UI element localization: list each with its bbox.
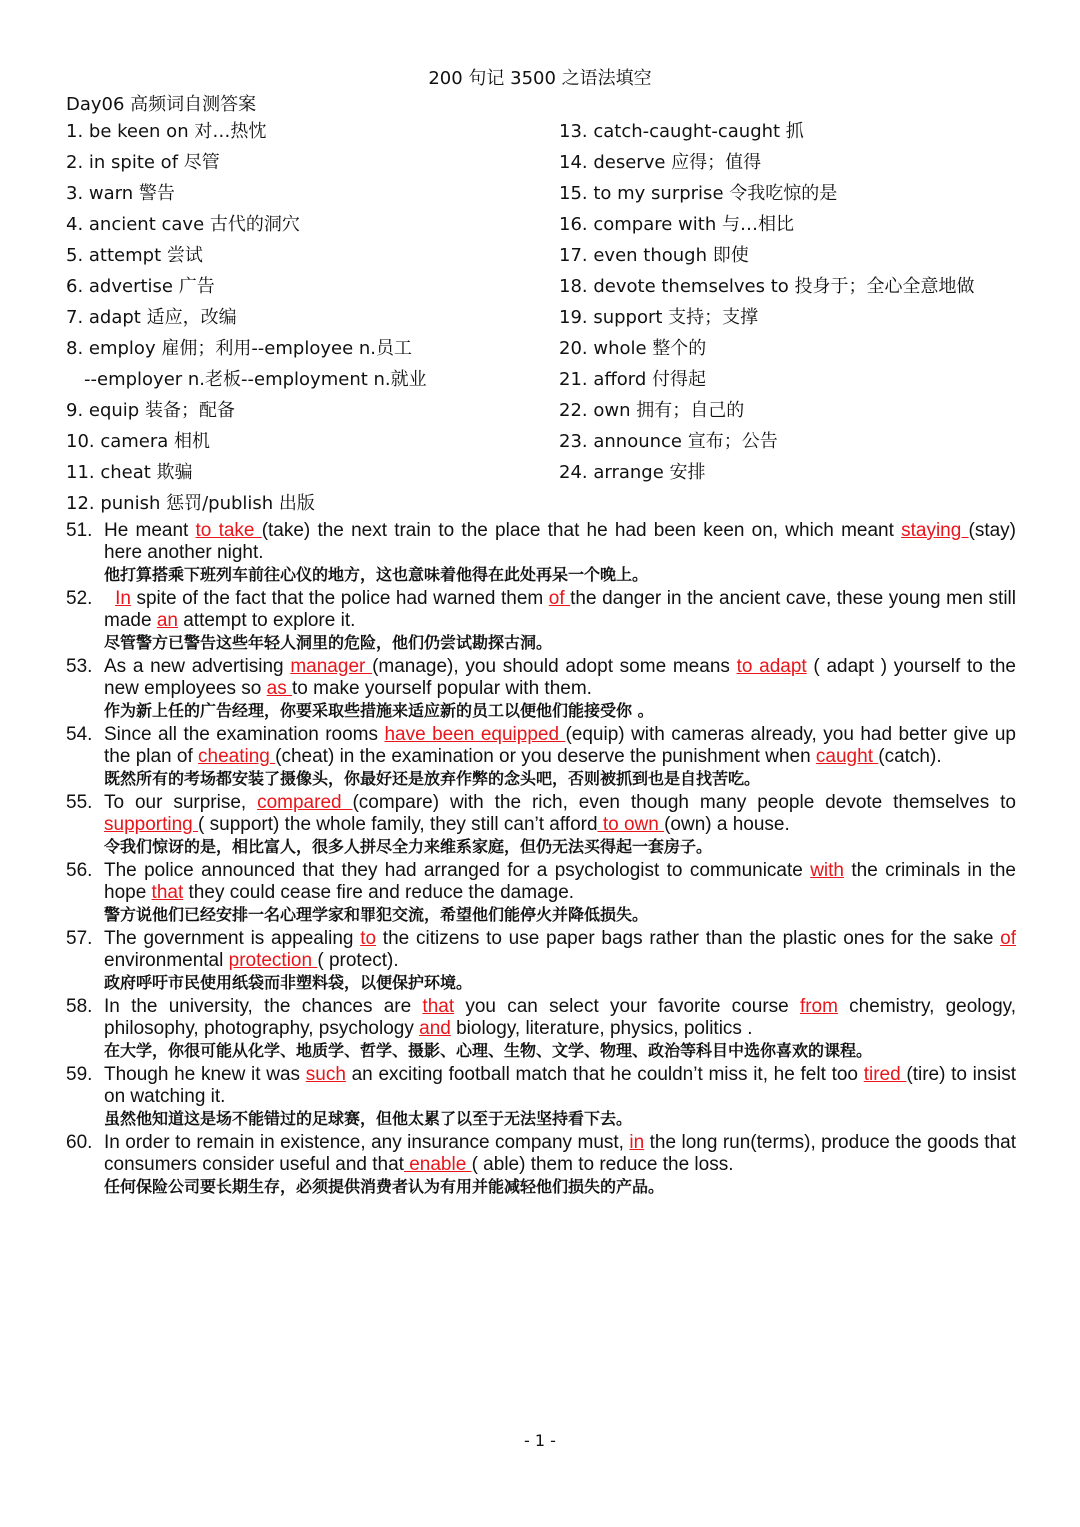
exercise-number: 51.: [66, 520, 93, 541]
vocab-item: 1. be keen on 对…热忱: [66, 121, 267, 142]
sentence-text: (equip) with cameras already, you had better give up the plan of: [104, 724, 1022, 767]
vocab-item: 9. equip 装备；配备: [66, 400, 235, 421]
vocab-item: 24. arrange 安排: [559, 462, 706, 483]
exercise-sentence: [104, 724, 1022, 768]
exercise-number: 57.: [66, 928, 93, 949]
vocab-item: 8. employ 雇佣；利用--employee n.员工: [66, 338, 413, 359]
vocab-item: 23. announce 宣布；公告: [559, 431, 778, 452]
sentence-text: In order to remain in existence, any insurance company must,: [104, 1132, 630, 1153]
answer-blank: cheating: [198, 746, 276, 767]
answer-blank: such: [305, 1064, 346, 1085]
answer-blank: to: [360, 928, 377, 949]
answer-blank: from: [799, 996, 838, 1017]
sentence-text: the long run(terms), produce the goods that consumers consider useful and that: [104, 1132, 1022, 1175]
answer-blank: as: [266, 678, 293, 699]
answer-blank: of: [548, 588, 571, 609]
sentence-text: ( support) the whole family, they still can’t afford: [198, 814, 598, 835]
exercise-item: [66, 1064, 1022, 1130]
sentence-text: biology, literature, physics, politics .: [450, 1018, 753, 1039]
vocab-item: 14. deserve 应得；值得: [559, 152, 762, 173]
answer-blank: tired: [863, 1064, 907, 1085]
chinese-translation: 尽管警方已警告这些年轻人洞里的危险，他们仍尝试勘探古洞。: [104, 633, 553, 652]
sentence-text: the danger in the ancient cave, these young men still made: [104, 588, 1022, 631]
answer-blank: enable: [403, 1154, 472, 1175]
chinese-translation: 令我们惊讶的是，相比富人，很多人拼尽全力来维系家庭，但仍无法买得起一套房子。: [104, 837, 713, 856]
sentence-text: to make yourself popular with them.: [292, 678, 592, 699]
vocab-item: 13. catch-caught-caught 抓: [559, 121, 804, 142]
exercise-number: 56.: [66, 860, 93, 881]
vocab-item: 22. own 拥有；自己的: [559, 400, 745, 421]
exercise-sentence: [104, 520, 1022, 564]
vocab-item: 3. warn 警告: [66, 183, 175, 204]
vocab-item: 7. adapt 适应，改编: [66, 307, 237, 328]
sentence-text: (catch).: [878, 746, 942, 767]
sentence-text: He meant: [104, 520, 196, 541]
vocab-item: 20. whole 整个的: [559, 338, 707, 359]
vocab-item: 2. in spite of 尽管: [66, 152, 220, 173]
sentence-text: (own) a house.: [664, 814, 790, 835]
exercise-sentence: [104, 928, 1022, 972]
exercise-sentence: [104, 996, 1022, 1040]
exercise-number: 59.: [66, 1064, 93, 1085]
sentence-text: The government is appealing: [104, 928, 361, 949]
sentence-text: an exciting football match that he couldn’t miss it, he felt too: [345, 1064, 864, 1085]
answer-blank: with: [810, 860, 844, 881]
sentence-text: [104, 588, 115, 609]
chinese-translation: 他打算搭乘下班列车前往心仪的地方，这也意味着他得在此处再呆一个晚上。: [104, 565, 649, 584]
exercise-sentence: [104, 656, 1022, 700]
vocab-item: 15. to my surprise 令我吃惊的是: [559, 183, 838, 204]
exercise-sentence: [104, 792, 1022, 836]
answer-blank: in: [629, 1132, 645, 1153]
exercise-list: [66, 520, 1022, 1200]
answer-blank: compared: [257, 792, 353, 813]
sentence-text: ( protect).: [317, 950, 399, 971]
page-title: 200 句记 3500 之语法填空: [428, 68, 652, 89]
sentence-text: spite of the fact that the police had warned them: [130, 588, 549, 609]
vocab-item: 4. ancient cave 古代的洞穴: [66, 214, 300, 235]
exercise-item: [66, 520, 1022, 586]
answer-blank: manager: [290, 656, 373, 677]
sentence-text: (take) the next train to the place that he had been keen on, which meant: [261, 520, 902, 541]
chinese-translation: 政府呼吁市民使用纸袋而非塑料袋，以便保护环境。: [104, 973, 473, 992]
sentence-text: (stay) here another night.: [104, 520, 1022, 563]
chinese-translation: 任何保险公司要长期生存，必须提供消费者认为有用并能减轻他们损失的产品。: [104, 1177, 665, 1196]
exercise-item: [66, 928, 1022, 994]
sentence-text: (tire) to insist on watching it.: [104, 1064, 1022, 1107]
answer-blank: to take: [195, 520, 262, 541]
sentence-text: To our surprise,: [104, 792, 258, 813]
answer-blank: protection: [228, 950, 318, 971]
exercise-sentence: [104, 1132, 1022, 1176]
answer-blank: In: [115, 588, 131, 609]
answer-blank: of: [1000, 928, 1016, 949]
exercise-sentence: [104, 1064, 1022, 1108]
sentence-text: The police announced that they had arranged for a psychologist to communicate: [104, 860, 811, 881]
vocab-item: --employer n.老板--employment n.就业: [84, 369, 427, 390]
exercise-number: 54.: [66, 724, 93, 745]
answer-blank: caught: [815, 746, 879, 767]
chinese-translation: 既然所有的考场都安装了摄像头，你最好还是放弃作弊的念头吧，否则被抓到也是自找苦吃。: [104, 769, 761, 788]
sentence-text: they could cease fire and reduce the damage.: [183, 882, 575, 903]
sentence-text: Though he knew it was: [104, 1064, 306, 1085]
sentence-text: ( able) them to reduce the loss.: [471, 1154, 734, 1175]
exercise-item: [66, 724, 1022, 790]
exercise-item: [66, 996, 1022, 1062]
vocab-item: 17. even though 即使: [559, 245, 749, 266]
exercise-item: [66, 1132, 1022, 1198]
exercise-number: 60.: [66, 1132, 93, 1153]
answer-blank: and: [419, 1018, 451, 1039]
sentence-text: you can select your favorite course: [454, 996, 800, 1017]
vocab-item: 19. support 支持；支撑: [559, 307, 759, 328]
answer-blank: to adapt: [736, 656, 807, 677]
chinese-translation: 在大学，你很可能从化学、地质学、哲学、摄影、心理、生物、文学、物理、政治等科目中选你喜欢的课程。: [104, 1041, 873, 1060]
exercise-sentence: [104, 860, 1022, 904]
answer-blank: that: [422, 996, 455, 1017]
answer-blank: to own: [597, 814, 665, 835]
vocab-item: 16. compare with 与…相比: [559, 214, 794, 235]
vocab-item: 6. advertise 广告: [66, 276, 215, 297]
sentence-text: As a new advertising: [104, 656, 291, 677]
sentence-text: attempt to explore it.: [177, 610, 356, 631]
exercise-item: [66, 656, 1022, 722]
exercise-item: [66, 588, 1022, 654]
vocab-list-left: [66, 119, 546, 522]
vocab-list-right: [559, 119, 1039, 491]
sentence-text: (cheat) in the examination or you deserve the punishment when: [275, 746, 816, 767]
exercise-number: 55.: [66, 792, 93, 813]
chinese-translation: 虽然他知道这是场不能错过的足球赛，但他太累了以至于无法坚持看下去。: [104, 1109, 633, 1128]
vocab-item: 11. cheat 欺骗: [66, 462, 193, 483]
sentence-text: (compare) with the rich, even though many people devote themselves to: [352, 792, 1022, 813]
vocab-item: 5. attempt 尝试: [66, 245, 203, 266]
exercise-number: 52.: [66, 588, 93, 609]
sentence-text: ( adapt ) yourself to the new employees so: [104, 656, 1022, 699]
exercise-item: [66, 792, 1022, 858]
sentence-text: In the university, the chances are: [104, 996, 423, 1017]
vocab-item: 21. afford 付得起: [559, 369, 707, 390]
sentence-text: Since all the examination rooms: [104, 724, 385, 745]
exercise-item: [66, 860, 1022, 926]
vocab-item: 10. camera 相机: [66, 431, 211, 452]
exercise-number: 58.: [66, 996, 93, 1017]
page-number: - 1 -: [524, 1431, 556, 1450]
day-title: Day06 高频词自测答案: [66, 94, 257, 115]
exercise-sentence: [104, 588, 1022, 632]
answer-blank: staying: [901, 520, 969, 541]
sentence-text: the citizens to use paper bags rather than the plastic ones for the sake: [376, 928, 1001, 949]
sentence-text: environmental: [104, 928, 1022, 971]
answer-blank: supporting: [104, 814, 199, 835]
chinese-translation: 警方说他们已经安排一名心理学家和罪犯交流，希望他们能停火并降低损失。: [104, 905, 649, 924]
exercise-number: 53.: [66, 656, 93, 677]
sentence-text: (manage), you should adopt some means: [372, 656, 737, 677]
sentence-text: the criminals in the hope: [104, 860, 1022, 903]
answer-blank: an: [156, 610, 178, 631]
answer-blank: that: [151, 882, 184, 903]
vocab-item: 18. devote themselves to 投身于；全心全意地做: [559, 276, 975, 297]
chinese-translation: 作为新上任的广告经理，你要采取些措施来适应新的员工以便他们能接受你 。: [104, 701, 654, 720]
vocab-item: 12. punish 惩罚/publish 出版: [66, 493, 315, 514]
sentence-text: chemistry, geology, philosophy, photography, psychology: [104, 996, 1022, 1039]
answer-blank: have been equipped: [384, 724, 566, 745]
